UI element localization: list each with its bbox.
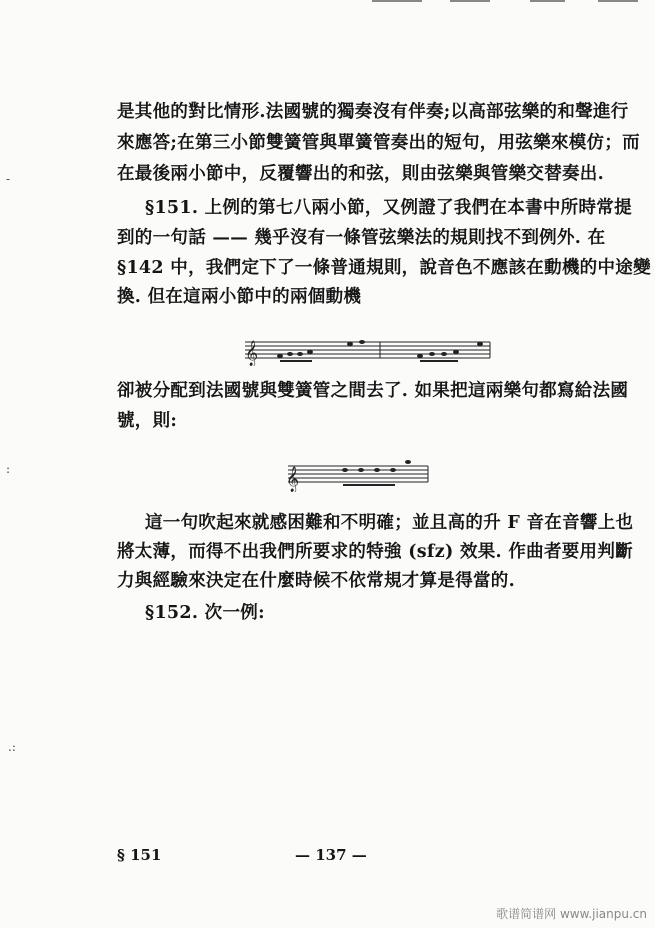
scan-edge (450, 0, 490, 2)
text-line: §151. 上例的第七八兩小節，又例證了我們在本書中所時常提 (145, 198, 632, 218)
text-line: 將太薄，而得不出我們所要求的特強 (sfz) 效果. 作曲者要用判斷 (117, 542, 633, 562)
text-line: 這一句吹起來就感困難和不明確；並且高的升 F 音在音響上也 (145, 513, 634, 533)
text-line: 卻被分配到法國號與雙簧管之間去了. 如果把這兩樂句都寫給法國 (117, 381, 629, 401)
scan-mark: - (6, 172, 11, 186)
svg-text:𝄞: 𝄞 (245, 341, 259, 366)
text-line: 號，則: (117, 411, 178, 431)
page-number: — 137 — (295, 846, 367, 864)
scan-mark: : (6, 462, 11, 476)
scan-edge (372, 0, 422, 2)
text-line: 是其他的對比情形.法國號的獨奏沒有伴奏;以高部弦樂的和聲進行 (117, 102, 629, 122)
text-line: §142 中，我們定下了一條普通規則，說音色不應該在動機的中途變 (117, 258, 651, 278)
text-line: 力與經驗來決定在什麼時候不依常規才算是得當的. (117, 571, 515, 591)
svg-text:𝄞: 𝄞 (286, 467, 300, 492)
music-example-2 (283, 452, 433, 492)
text-line: 在最後兩小節中，反覆響出的和弦，則由弦樂與管樂交替奏出. (117, 164, 604, 184)
footer-section: § 151 (117, 846, 162, 864)
section-heading: §152. 次一例: (145, 603, 265, 623)
scan-edge (598, 0, 638, 2)
text-line: 換. 但在這兩小節中的兩個動機 (117, 287, 362, 307)
text-line: 來應答;在第三小節雙簧管與單簧管奏出的短句，用弦樂來模仿；而 (117, 133, 640, 153)
text-line: 到的一句話 —— 幾乎沒有一條管弦樂法的規則找不到例外. 在 (117, 228, 606, 248)
music-example-1 (240, 330, 495, 366)
scan-mark: .: (8, 740, 16, 754)
watermark: 歌谱简谱网 www.jianpu.cn (496, 907, 647, 921)
scan-edge (530, 0, 565, 2)
